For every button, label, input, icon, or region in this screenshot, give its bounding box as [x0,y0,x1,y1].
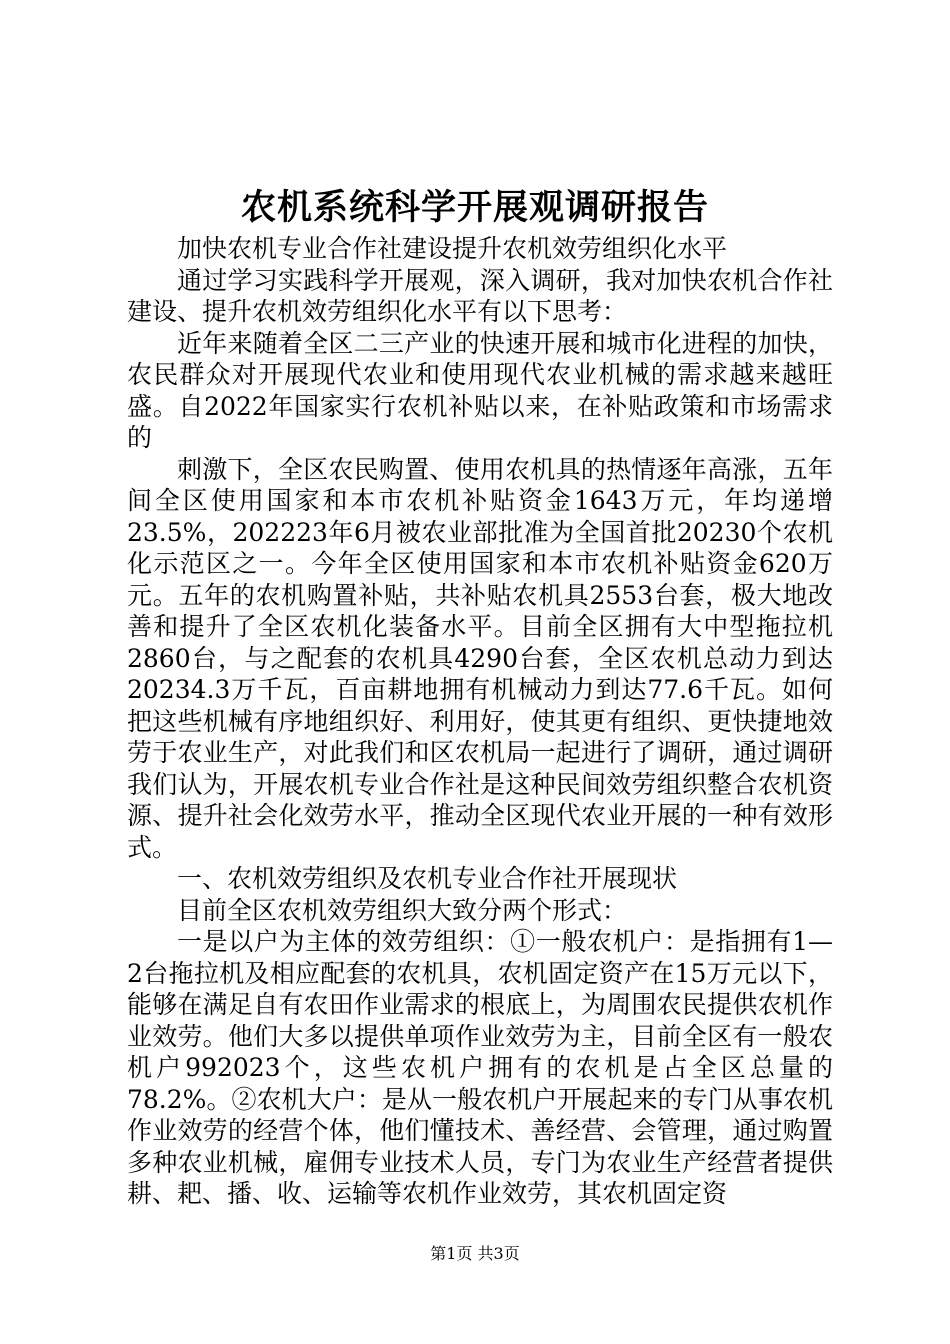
page-footer: 第1页 共3页 [430,1244,520,1263]
document-body [127,233,833,1210]
body-paragraph: 近年来随着全区二三产业的快速开展和城市化进程的加快，农民群众对开展现代农业和使用现代农业机械的需求越来越旺盛。自2022年国家实行农机补贴以来，在补贴政策和市场需求的 [127,328,833,452]
body-paragraph: 目前全区农机效劳组织大致分两个形式： [177,895,628,925]
subtitle-paragraph: 加快农机专业合作社建设提升农机效劳组织化水平 [177,234,728,263]
body-paragraph: 通过学习实践科学开展观，深入调研，我对加快农机合作社建设、提升农机效劳组织化水平有以下思考： [127,265,833,326]
page-title: 农机系统科学开展观调研报告 [240,188,709,228]
section-heading: 一、农机效劳组织及农机专业合作社开展现状 [177,864,678,893]
body-paragraph: 刺激下，全区农民购置、使用农机具的热情逐年高涨，五年间全区使用国家和本市农机补贴资金1643万元，年均递增23.5%，202223年6月被农业部批准为全国首批20230个农机化示范区之一。今年全区使用国家和本市农机补贴资金620万元。五年的农机购置补贴，共补贴农机具2553台套，极大地改善和提升了全区农机化装备水平。目前全区拥有大中型拖拉机2860台，与之配套的农机具4290台套，全区农机总动力到达20234.3万千瓦，百亩耕地拥有机械动力到达77.6千瓦。如何把这些机械有序地组织好、利用好，使其更有组织、更快捷地效劳于农业生产，对此我们和区农机局一起进行了调研，通过调研我们认为，开展农机专业合作社是这种民间效劳组织整合农机资源、提升社会化效劳水平，推动全区现代农业开展的一种有效形式。 [127,454,833,862]
body-paragraph: 一是以户为主体的效劳组织：①一般农机户：是指拥有1—2台拖拉机及相应配套的农机具，农机固定资产在15万元以下，能够在满足自有农田作业需求的根底上，为周围农民提供农机作业效劳。他们大多以提供单项作业效劳为主，目前全区有一般农机户992023个，这些农机户拥有的农机是占全区总量的78.2%。②农机大户：是从一般农机户开展起来的专门从事农机作业效劳的经营个体，他们懂技术、善经营、会管理，通过购置多种农业机械，雇佣专业技术人员，专门为农业生产经营者提供耕、耙、播、收、运输等农机作业效劳，其农机固定资 [127,927,833,1208]
